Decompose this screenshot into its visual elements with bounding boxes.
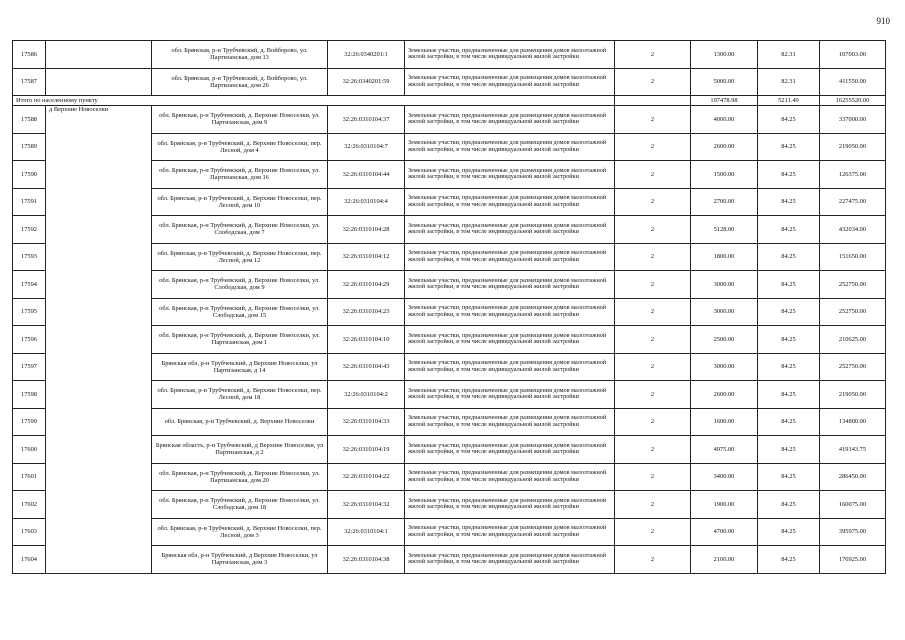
- rate-cell: 84.25: [758, 463, 820, 491]
- cadastral-cost-cell: 286450.00: [820, 463, 886, 491]
- locality-total-row: [13, 96, 886, 106]
- row-number-cell: 17595: [13, 298, 46, 326]
- cadastral-cost-cell: 134800.00: [820, 408, 886, 436]
- rate-cell: 84.25: [758, 133, 820, 161]
- row-number-cell: 17596: [13, 326, 46, 354]
- land-use-description-cell: Земельные участки, предназначенные для размещения домов малоэтажной жилой застройки, в том числе индивидуальной жилой застройки: [405, 518, 615, 546]
- zone-cell: 2: [615, 408, 691, 436]
- zone-cell: 2: [615, 106, 691, 134]
- cadastral-number-cell: 32:26:0310104:23: [328, 298, 405, 326]
- cadastral-cost-cell: 107003.00: [820, 41, 886, 69]
- cadastral-number-cell: 32:26:0310104:33: [328, 408, 405, 436]
- row-number-cell: 17601: [13, 463, 46, 491]
- rate-cell: 82.31: [758, 41, 820, 69]
- area-cell: 1900.00: [691, 491, 758, 519]
- cadastral-number-cell: 32:26:0310104:19: [328, 436, 405, 464]
- address-cell: обл. Брянская, р-н Трубчевский, д. Верхние Новоселки, ул. Слободская, дом 18: [152, 491, 328, 519]
- land-use-description-cell: Земельные участки, предназначенные для размещения домов малоэтажной жилой застройки, в том числе индивидуальной жилой застройки: [405, 491, 615, 519]
- total-label-cell: Итого по населенному пункту: [13, 96, 615, 106]
- cadastral-number-cell: 32:26:0310104:32: [328, 491, 405, 519]
- zone-cell: 2: [615, 381, 691, 409]
- table-row: [13, 41, 886, 69]
- table-body: [13, 41, 886, 574]
- row-number-cell: 17589: [13, 133, 46, 161]
- land-use-description-cell: Земельные участки, предназначенные для размещения домов малоэтажной жилой застройки, в том числе индивидуальной жилой застройки: [405, 243, 615, 271]
- address-cell: обл. Брянская, р-н Трубчевский, д. Войборово, ул. Партизанская, дом 26: [152, 68, 328, 96]
- land-use-description-cell: Земельные участки, предназначенные для размещения домов малоэтажной жилой застройки, в том числе индивидуальной жилой застройки: [405, 188, 615, 216]
- address-cell: обл. Брянская, р-н Трубчевский, д. Верхние Новоселки: [152, 408, 328, 436]
- cadastral-cost-cell: 252750.00: [820, 298, 886, 326]
- address-cell: обл. Брянская, р-н Трубчевский, д. Верхние Новоселки, ул. Слободская, дом 7: [152, 216, 328, 244]
- cadastral-cost-cell: 176925.00: [820, 546, 886, 574]
- land-use-description-cell: Земельные участки, предназначенные для размещения домов малоэтажной жилой застройки, в том числе индивидуальной жилой застройки: [405, 381, 615, 409]
- cadastral-cost-cell: 160075.00: [820, 491, 886, 519]
- rate-cell: 82.31: [758, 68, 820, 96]
- zone-cell: 2: [615, 518, 691, 546]
- row-number-cell: 17598: [13, 381, 46, 409]
- total-zone-cell: [615, 96, 691, 106]
- zone-cell: 2: [615, 326, 691, 354]
- zone-cell: 2: [615, 353, 691, 381]
- rate-cell: 84.25: [758, 381, 820, 409]
- cadastral-cost-cell: 126375.00: [820, 161, 886, 189]
- total-cost-cell: 16255520.00: [820, 96, 886, 106]
- cadastral-number-cell: 32:26:0310104:2: [328, 381, 405, 409]
- rate-cell: 84.25: [758, 188, 820, 216]
- cadastral-number-cell: 32:26:0310104:22: [328, 463, 405, 491]
- cadastral-cost-cell: 252750.00: [820, 353, 886, 381]
- area-cell: 2100.00: [691, 546, 758, 574]
- address-cell: обл. Брянская, р-н Трубчевский, д. Верхние Новоселки, пер. Лесной, дом 18: [152, 381, 328, 409]
- table-row: [13, 106, 886, 134]
- zone-cell: 2: [615, 298, 691, 326]
- cadastral-cost-cell: 411550.00: [820, 68, 886, 96]
- total-area-cell: 197478.98: [691, 96, 758, 106]
- area-cell: 3000.00: [691, 271, 758, 299]
- address-cell: обл. Брянская, р-н Трубчевский, д. Верхние Новоселки, пер. Лесной, дом 12: [152, 243, 328, 271]
- row-number-cell: 17586: [13, 41, 46, 69]
- address-cell: обл. Брянская, р-н Трубчевский, д. Верхние Новоселки, пер. Лесной, дом 3: [152, 518, 328, 546]
- area-cell: 2600.00: [691, 133, 758, 161]
- address-cell: обл. Брянская, р-н Трубчевский, д. Верхние Новоселки, ул. Партизанская, дом 20: [152, 463, 328, 491]
- cadastral-number-cell: 32:26:0310104:44: [328, 161, 405, 189]
- area-cell: 3400.00: [691, 463, 758, 491]
- zone-cell: 2: [615, 216, 691, 244]
- row-number-cell: 17602: [13, 491, 46, 519]
- cadastral-cost-cell: 227475.00: [820, 188, 886, 216]
- cadastral-cost-cell: 219050.00: [820, 381, 886, 409]
- row-number-cell: 17590: [13, 161, 46, 189]
- land-use-description-cell: Земельные участки, предназначенные для размещения домов малоэтажной жилой застройки, в том числе индивидуальной жилой застройки: [405, 326, 615, 354]
- cadastral-number-cell: 32:26:0340201:1: [328, 41, 405, 69]
- address-cell: Брянская область, р-н Трубчевский, д Верхние Новоселки, ул Партизанская, д 2: [152, 436, 328, 464]
- cadastral-number-cell: 32:26:0310104:28: [328, 216, 405, 244]
- address-cell: Брянская обл, р-н Трубчевский, д Верхние Новоселки, ул Партизанская, д 14: [152, 353, 328, 381]
- cadastral-number-cell: 32:26:0310104:7: [328, 133, 405, 161]
- zone-cell: 2: [615, 491, 691, 519]
- land-use-description-cell: Земельные участки, предназначенные для размещения домов малоэтажной жилой застройки, в том числе индивидуальной жилой застройки: [405, 68, 615, 96]
- area-cell: 1800.00: [691, 243, 758, 271]
- rate-cell: 84.25: [758, 326, 820, 354]
- cadastral-number-cell: 32:26:0310104:37: [328, 106, 405, 134]
- area-cell: 4975.00: [691, 436, 758, 464]
- rate-cell: 84.25: [758, 546, 820, 574]
- cadastral-number-cell: 32:26:0310104:1: [328, 518, 405, 546]
- land-use-description-cell: Земельные участки, предназначенные для размещения домов малоэтажной жилой застройки, в том числе индивидуальной жилой застройки: [405, 463, 615, 491]
- zone-cell: 2: [615, 271, 691, 299]
- address-cell: обл. Брянская, р-н Трубчевский, д. Верхние Новоселки, ул. Партизанская, дом 16: [152, 161, 328, 189]
- land-use-description-cell: Земельные участки, предназначенные для размещения домов малоэтажной жилой застройки, в том числе индивидуальной жилой застройки: [405, 41, 615, 69]
- zone-cell: 2: [615, 188, 691, 216]
- zone-cell: 2: [615, 436, 691, 464]
- land-use-description-cell: Земельные участки, предназначенные для размещения домов малоэтажной жилой застройки, в том числе индивидуальной жилой застройки: [405, 161, 615, 189]
- row-number-cell: 17603: [13, 518, 46, 546]
- land-use-description-cell: Земельные участки, предназначенные для размещения домов малоэтажной жилой застройки, в том числе индивидуальной жилой застройки: [405, 106, 615, 134]
- cadastral-number-cell: 32:26:0310104:12: [328, 243, 405, 271]
- table-row: [13, 68, 886, 96]
- zone-cell: 2: [615, 161, 691, 189]
- address-cell: обл. Брянская, р-н Трубчевский, д. Верхние Новоселки, ул. Партизанская, дом 1: [152, 326, 328, 354]
- address-cell: Брянская обл, р-н Трубчевский, д Верхние Новоселки, ул Партизанская, дом 3: [152, 546, 328, 574]
- row-number-cell: 17588: [13, 106, 46, 134]
- zone-cell: 2: [615, 243, 691, 271]
- locality-cell: [46, 68, 152, 96]
- page-number: 910: [876, 16, 890, 26]
- zone-cell: 2: [615, 68, 691, 96]
- rate-cell: 84.25: [758, 298, 820, 326]
- row-number-cell: 17604: [13, 546, 46, 574]
- cadastral-number-cell: 32:26:0310104:10: [328, 326, 405, 354]
- land-use-description-cell: Земельные участки, предназначенные для размещения домов малоэтажной жилой застройки, в том числе индивидуальной жилой застройки: [405, 216, 615, 244]
- cadastral-number-cell: 32:26:0340201:59: [328, 68, 405, 96]
- rate-cell: 84.25: [758, 353, 820, 381]
- zone-cell: 2: [615, 41, 691, 69]
- area-cell: 5128.00: [691, 216, 758, 244]
- cadastral-number-cell: 32:26:0310104:43: [328, 353, 405, 381]
- zone-cell: 2: [615, 546, 691, 574]
- area-cell: 4000.00: [691, 106, 758, 134]
- cadastral-number-cell: 32:26:0310104:4: [328, 188, 405, 216]
- row-number-cell: 17600: [13, 436, 46, 464]
- area-cell: 1500.00: [691, 161, 758, 189]
- row-number-cell: 17592: [13, 216, 46, 244]
- cadastral-cost-cell: 395975.00: [820, 518, 886, 546]
- cadastral-cost-cell: 337000.00: [820, 106, 886, 134]
- land-use-description-cell: Земельные участки, предназначенные для размещения домов малоэтажной жилой застройки, в том числе индивидуальной жилой застройки: [405, 436, 615, 464]
- row-number-cell: 17594: [13, 271, 46, 299]
- area-cell: 3000.00: [691, 353, 758, 381]
- land-use-description-cell: Земельные участки, предназначенные для размещения домов малоэтажной жилой застройки, в том числе индивидуальной жилой застройки: [405, 298, 615, 326]
- land-registry-table: [12, 40, 886, 574]
- rate-cell: 84.25: [758, 106, 820, 134]
- rate-cell: 84.25: [758, 436, 820, 464]
- land-use-description-cell: Земельные участки, предназначенные для размещения домов малоэтажной жилой застройки, в том числе индивидуальной жилой застройки: [405, 271, 615, 299]
- row-number-cell: 17587: [13, 68, 46, 96]
- land-use-description-cell: Земельные участки, предназначенные для размещения домов малоэтажной жилой застройки, в том числе индивидуальной жилой застройки: [405, 408, 615, 436]
- row-number-cell: 17597: [13, 353, 46, 381]
- locality-cell: д Верхние Новоселки: [46, 106, 152, 574]
- total-rate-cell: 5211.49: [758, 96, 820, 106]
- cadastral-cost-cell: 151650.00: [820, 243, 886, 271]
- cadastral-cost-cell: 210625.00: [820, 326, 886, 354]
- zone-cell: 2: [615, 463, 691, 491]
- rate-cell: 84.25: [758, 271, 820, 299]
- address-cell: обл. Брянская, р-н Трубчевский, д. Войборово, ул. Партизанская, дом 13: [152, 41, 328, 69]
- cadastral-cost-cell: 219050.00: [820, 133, 886, 161]
- rate-cell: 84.25: [758, 216, 820, 244]
- cadastral-cost-cell: 252750.00: [820, 271, 886, 299]
- zone-cell: 2: [615, 133, 691, 161]
- row-number-cell: 17591: [13, 188, 46, 216]
- address-cell: обл. Брянская, р-н Трубчевский, д. Верхние Новоселки, ул. Слободская, дом 15: [152, 298, 328, 326]
- cadastral-number-cell: 32:26:0310104:38: [328, 546, 405, 574]
- area-cell: 5000.00: [691, 68, 758, 96]
- cadastral-cost-cell: 419143.75: [820, 436, 886, 464]
- land-use-description-cell: Земельные участки, предназначенные для размещения домов малоэтажной жилой застройки, в том числе индивидуальной жилой застройки: [405, 133, 615, 161]
- rate-cell: 84.25: [758, 518, 820, 546]
- area-cell: 1600.00: [691, 408, 758, 436]
- rate-cell: 84.25: [758, 408, 820, 436]
- area-cell: 2500.00: [691, 326, 758, 354]
- row-number-cell: 17593: [13, 243, 46, 271]
- area-cell: 4700.00: [691, 518, 758, 546]
- cadastral-cost-cell: 432034.00: [820, 216, 886, 244]
- cadastral-number-cell: 32:26:0310104:29: [328, 271, 405, 299]
- address-cell: обл. Брянская, р-н Трубчевский, д. Верхние Новоселки, пер. Лесной, дом 10: [152, 188, 328, 216]
- area-cell: 1300.00: [691, 41, 758, 69]
- address-cell: обл. Брянская, р-н Трубчевский, д. Верхние Новоселки, ул. Партизанская, дом 9: [152, 106, 328, 134]
- address-cell: обл. Брянская, р-н Трубчевский, д. Верхние Новоселки, ул. Слободская, дом 9: [152, 271, 328, 299]
- land-use-description-cell: Земельные участки, предназначенные для размещения домов малоэтажной жилой застройки, в том числе индивидуальной жилой застройки: [405, 353, 615, 381]
- area-cell: 3000.00: [691, 298, 758, 326]
- rate-cell: 84.25: [758, 491, 820, 519]
- row-number-cell: 17599: [13, 408, 46, 436]
- area-cell: 2700.00: [691, 188, 758, 216]
- area-cell: 2600.00: [691, 381, 758, 409]
- address-cell: обл. Брянская, р-н Трубчевский, д. Верхние Новоселки, пер. Лесной, дом 4: [152, 133, 328, 161]
- rate-cell: 84.25: [758, 161, 820, 189]
- rate-cell: 84.25: [758, 243, 820, 271]
- locality-cell: [46, 41, 152, 69]
- land-use-description-cell: Земельные участки, предназначенные для размещения домов малоэтажной жилой застройки, в том числе индивидуальной жилой застройки: [405, 546, 615, 574]
